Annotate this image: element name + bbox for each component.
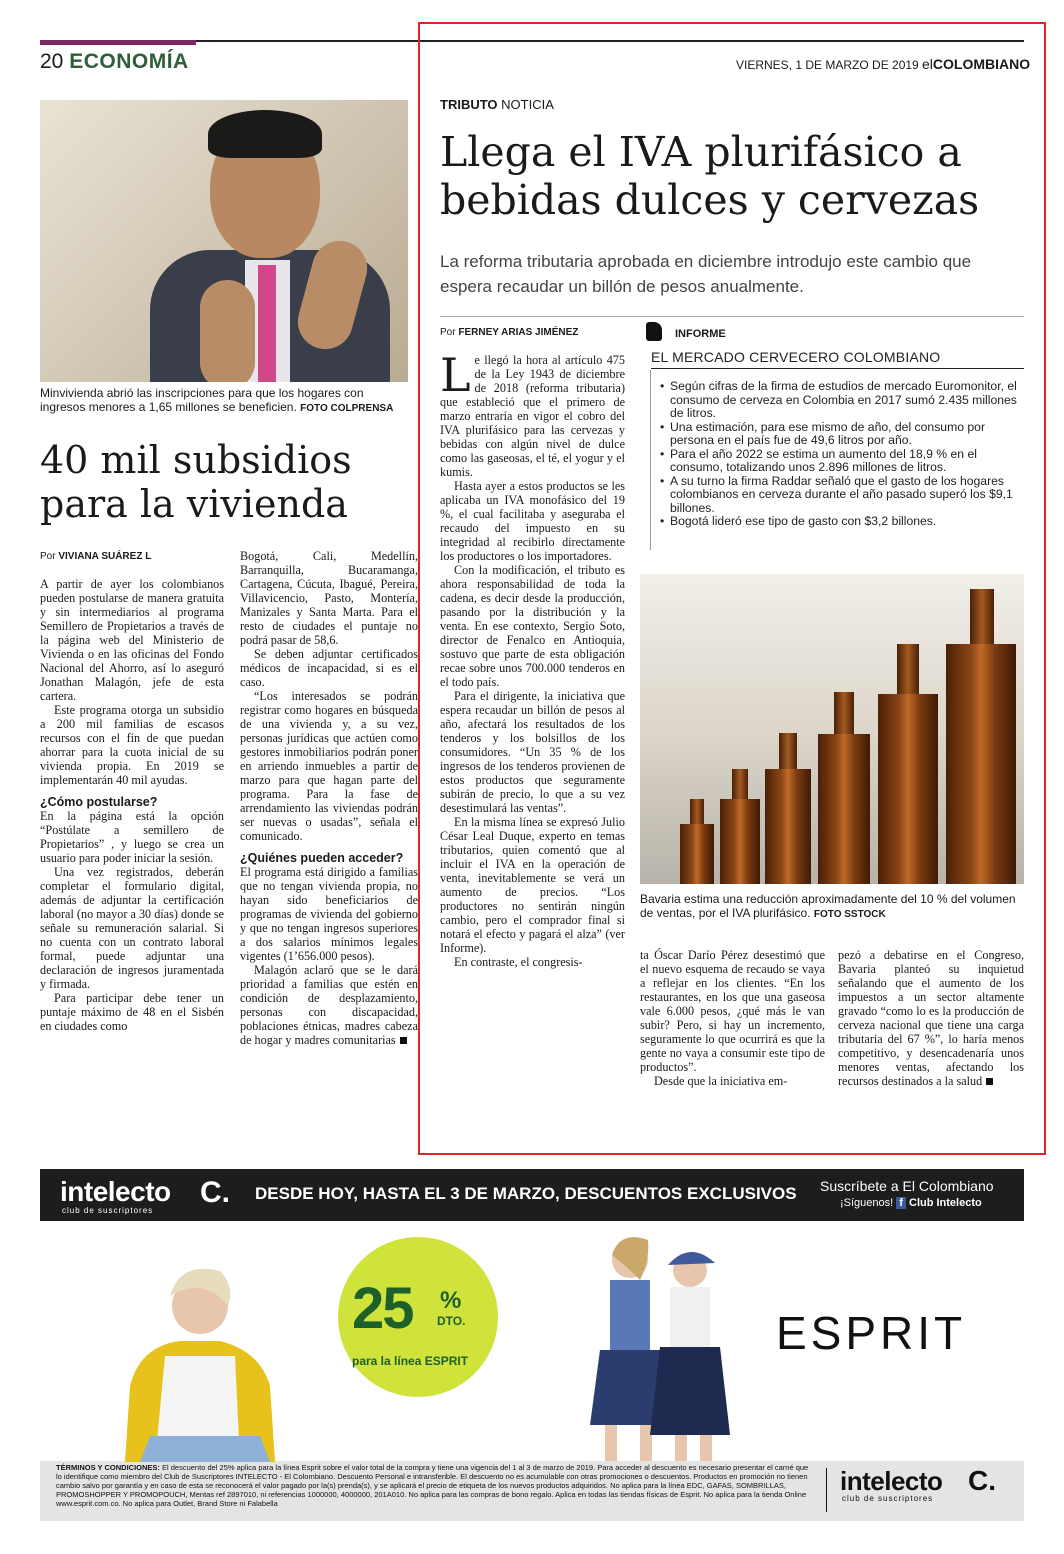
intelecto-subtitle: club de suscriptores xyxy=(62,1206,154,1215)
byline: Por FERNEY ARIAS JIMÉNEZ xyxy=(440,327,579,338)
list-item: • Una estimación, para ese mismo de año, del consumo por persona en el país fue de 49,6 litros por año. xyxy=(660,421,1022,448)
informe-list xyxy=(660,380,1022,529)
paragraph: Bogotá, Cali, Medellín, Barranquilla, Bucaramanga, Cartagena, Cúcuta, Ibagué, Pereira, Villavicencio, Pasto, Montería, Manizales y Santa Marta. Para el resto de ciudades el puntaje no podrá pasar de 58,6. xyxy=(240,549,418,647)
discount-line: para la línea ESPRIT xyxy=(352,1354,469,1368)
paragraph: En contraste, el congresis- xyxy=(454,955,583,969)
article-column xyxy=(240,549,418,1129)
list-item: • Para el año 2022 se estima un aumento del 18,9 % en el consumo, totalizando unos 2.896 millones de litros. xyxy=(660,448,1022,475)
esprit-logo: ESPRIT xyxy=(776,1307,967,1359)
byline: Por VIVIANA SUÁREZ L xyxy=(40,551,152,562)
list-item: • Bogotá lideró ese tipo de gasto con $3,2 billones. xyxy=(660,515,1022,529)
paragraph: En la misma línea se expresó Julio César Leal Duque, experto en temas tributarios, quien comentó que al incluir el IVA en la operación de venta, inevitablemente se verá un aumento de precios. “Los productores no sentirán ningún cambio, pero el comprador final si notará el efecto y pagará el alza” (ver Informe). xyxy=(440,815,625,955)
article-column xyxy=(838,948,1024,1088)
photo-credit: FOTO COLPRENSA xyxy=(300,403,394,414)
paragraph: Este programa otorga un subsidio a 200 mil familias de escasos recursos con el fin de que puedan ahorrar para la cuota inicial de su vivienda propia. En 2019 se implementarán 40 mil ayudas. xyxy=(40,703,224,787)
discount-value: 25 xyxy=(352,1276,413,1341)
colombiano-c-logo: C. xyxy=(200,1176,230,1209)
intelecto-logo: intelecto xyxy=(840,1466,943,1496)
section-name: ECONOMÍA xyxy=(69,50,189,73)
follow-text: ¡Síguenos! f Club Intelecto xyxy=(840,1197,982,1209)
paragraph: Una vez registrados, deberán completar el formulario digital, además de adjuntar la certificación laboral (no mayor a 30 días) donde se señale su remuneración salarial. Si no cuenta con un contrato laboral formal, puede adjuntar una declaración de ingresos juramentada y firmada. xyxy=(40,865,224,991)
photo-caption: Minvivienda abrió las inscripciones para que los hogares con ingresos menores a 1,65 millones se beneficien. FOTO COLPRENSA xyxy=(40,386,394,414)
article-column xyxy=(640,948,825,1088)
divider xyxy=(650,370,651,550)
newspaper-logo: elCOLOMBIANO xyxy=(922,56,1031,72)
section-color-bar xyxy=(40,40,196,45)
discount-percent: % xyxy=(440,1287,462,1314)
page-number: 20 xyxy=(40,50,64,73)
headline: Llega el IVA plurifásico a bebidas dulces y cervezas xyxy=(440,128,980,224)
informe-title: EL MERCADO CERVECERO COLOMBIANO xyxy=(651,349,941,365)
kicker: TRIBUTO NOTICIA xyxy=(440,97,554,112)
subhead: ¿Quiénes pueden acceder? xyxy=(240,851,404,865)
paragraph: Se deben adjuntar certificados médicos de incapacidad, si es el caso. xyxy=(240,647,418,689)
informe-label: INFORME xyxy=(675,328,726,340)
paragraph: “Los interesados se podrán registrar como hogares en búsqueda de una vivienda y, a su vez, personas jurídicas que actúen como gestores inmobiliarios podrán poner en arriendo inmuebles a partir de marzo para que hagan parte del programa. Para la fase de arrendamiento las viviendas podrán ser nuevas o usadas”, señala el comunicado. xyxy=(240,689,418,843)
paragraph: Le llegó la hora al artículo 475 de la Ley 1943 de diciembre de 2018 (reforma tributaria) que estableció que el primero de marzo entraría en vigor el cobro del IVA plurifásico para las cervezas y bebidas con algún nivel de dulce como las gaseosas, el té, el yogur y el kumis. xyxy=(440,348,625,479)
paragraph: ta Óscar Darío Pérez desestimó que el nuevo esquema de recaudo se vaya a reflejar en los clientes. “En los restaurantes, en los que una gaseosa vale 6.000 pesos, ¿qué más le van subir? Pero, si hay un incremento, seguramente lo que ocurrirá es que la gente no vaya a consumir este tipo de productos”. xyxy=(640,948,825,1074)
intelecto-logo: intelecto xyxy=(60,1176,171,1207)
paragraph: Malagón aclaró que se le dará prioridad a familias que estén en condición de desplazamiento, personas con discapacidad, poblaciones étnicas, madres cabeza de hogar y madres comunitarias xyxy=(240,963,418,1047)
list-item: • A su turno la firma Raddar señaló que el gasto de los hogares colombianos en cerveza durante el año pasado superó los $9,1 billones. xyxy=(660,475,1022,516)
paragraph: Hasta ayer a estos productos se les aplicaba un IVA monofásico del 19 %, el cual facilitaba y aseguraba el recaudo del impuesto en su integridad al recibirlo directamente los productores o los importadores. xyxy=(440,479,625,563)
end-mark xyxy=(400,1037,407,1044)
subhead: ¿Cómo postularse? xyxy=(40,795,158,809)
drop-cap: L xyxy=(440,348,471,402)
facebook-icon: f xyxy=(896,1197,906,1209)
minister-photo xyxy=(40,100,408,382)
paragraph: En la página está la opción “Postúlate a semillero de Propietarios” , y luego se crea un usuario para poder iniciar la sesión. xyxy=(40,809,224,865)
intelecto-subtitle: club de suscriptores xyxy=(842,1494,934,1503)
divider xyxy=(826,1468,827,1512)
model-photo xyxy=(110,1236,280,1462)
paragraph: pezó a debatirse en el Congreso, Bavaria planteó su inquietud señalando que el aumento de los impuestos a un sector altamente gravado “como lo es la producción de cerveza nacional que tiene una carga tributaria del 67 %”, lo haría menos competitivo, y desencadenaría unos menores ventas, afectando los recursos destinados a la salud xyxy=(838,948,1024,1088)
subscribe-text: Suscríbete a El Colombiano xyxy=(820,1178,994,1194)
terms-and-conditions: TÉRMINOS Y CONDICIONES: El descuento del 25% aplica para la línea Esprit sobre el valor total de la compra y tiene una vigencia del 1 al 3 de marzo de 2019. Para acceder al descuento es necesario presentar el carné que lo identifique como miembro del Club de Suscriptores INTELECTO - El Colombiano. Descuento Personal e intransferible. El descuento no es acumulable con otras promociones o descuentos. Productos en promoción no tienen cambio salvo por garantía y en caso de esta se reconocerá el valor pagado por la(s) prenda(s), y se aplicará el precio de etiqueta de los nuevos productos adquiridos. No aplica para la línea EDC, GAFAS, SOMBRILLAS, PROMOSHOPPER Y PROMOPOUCH, Mentas ref 2897010, ni referencias 1000000, 4000000, 201A010. No aplica para las compras de bono regalo. Aplica en todas las tiendas físicas de Esprit. No aplica para la tienda Online www.esprit.com.co. No aplica para Outlet, Brand Store ni Falabella xyxy=(56,1463,809,1508)
divider xyxy=(440,316,1024,317)
document-icon xyxy=(646,322,662,341)
paragraph: Con la modificación, el tributo es ahora responsabilidad de toda la cadena, es decir desde la producción, pasando por la distribución y la venta. En ese contexto, Sergio Soto, director de Fenalco en Antioquia, sostuvo que parte de esta obligación recae sobre unos 700.000 tenderos en el todo país. xyxy=(440,563,625,689)
article-column xyxy=(40,577,224,1033)
paragraph: El programa está dirigido a familias que no tengan vivienda propia, no hayan sido beneficiarios de programas de vivienda del gobierno y que no tengan ingresos superiores a dos salarios mínimos legales vigentes (1’656.000 pesos). xyxy=(240,865,418,963)
ad-slogan: DESDE HOY, HASTA EL 3 DE MARZO, DESCUENTOS EXCLUSIVOS xyxy=(255,1184,797,1203)
dateline: VIERNES, 1 DE MARZO DE 2019 xyxy=(736,58,919,72)
article-column xyxy=(440,348,625,969)
headline: 40 mil subsidios para la vivienda xyxy=(40,438,352,526)
discount-dto: DTO. xyxy=(437,1314,466,1328)
paragraph: Para participar debe tener un puntaje máximo de 48 en el Sisbén en ciudades como xyxy=(40,991,224,1033)
page-header xyxy=(40,50,189,74)
paragraph: Para el dirigente, la iniciativa que espera recaudar un billón de pesos al año, afectará los resultados de los tenderos y los bolsillos de los consumidores. “Un 35 % de los ingresos de los tenderos provienen de estos productos que seguramente subirán de precio, lo que a su vez desestimulará las ventas”. xyxy=(440,689,625,815)
list-item: • Según cifras de la firma de estudios de mercado Euromonitor, el consumo de cerveza en Colombia en 2017 sumó 2.435 millones de litros. xyxy=(660,380,1022,421)
beer-bottles-photo xyxy=(640,574,1024,884)
colombiano-c-logo: C. xyxy=(968,1465,996,1496)
photo-caption: Bavaria estima una reducción aproximadamente del 10 % del volumen de ventas, por el IVA plurifásico. FOTO SSTOCK xyxy=(640,892,1016,920)
paragraph: A partir de ayer los colombianos pueden postularse de manera gratuita y sin intermediarios al programa Semillero de Propietarios a través de la página web del Ministerio de Vivienda o en las oficinas del Fondo Nacional del Ahorro, así lo aseguró Jonathan Malagón, jefe de esta cartera. xyxy=(40,577,224,703)
models-photo xyxy=(570,1225,750,1461)
deck: La reforma tributaria aprobada en diciembre introdujo este cambio que espera recaudar un billón de pesos anualmente. xyxy=(440,252,972,296)
photo-credit: FOTO SSTOCK xyxy=(813,909,886,920)
paragraph: Desde que la iniciativa em- xyxy=(654,1074,788,1088)
divider xyxy=(651,368,1024,369)
end-mark xyxy=(986,1078,993,1085)
